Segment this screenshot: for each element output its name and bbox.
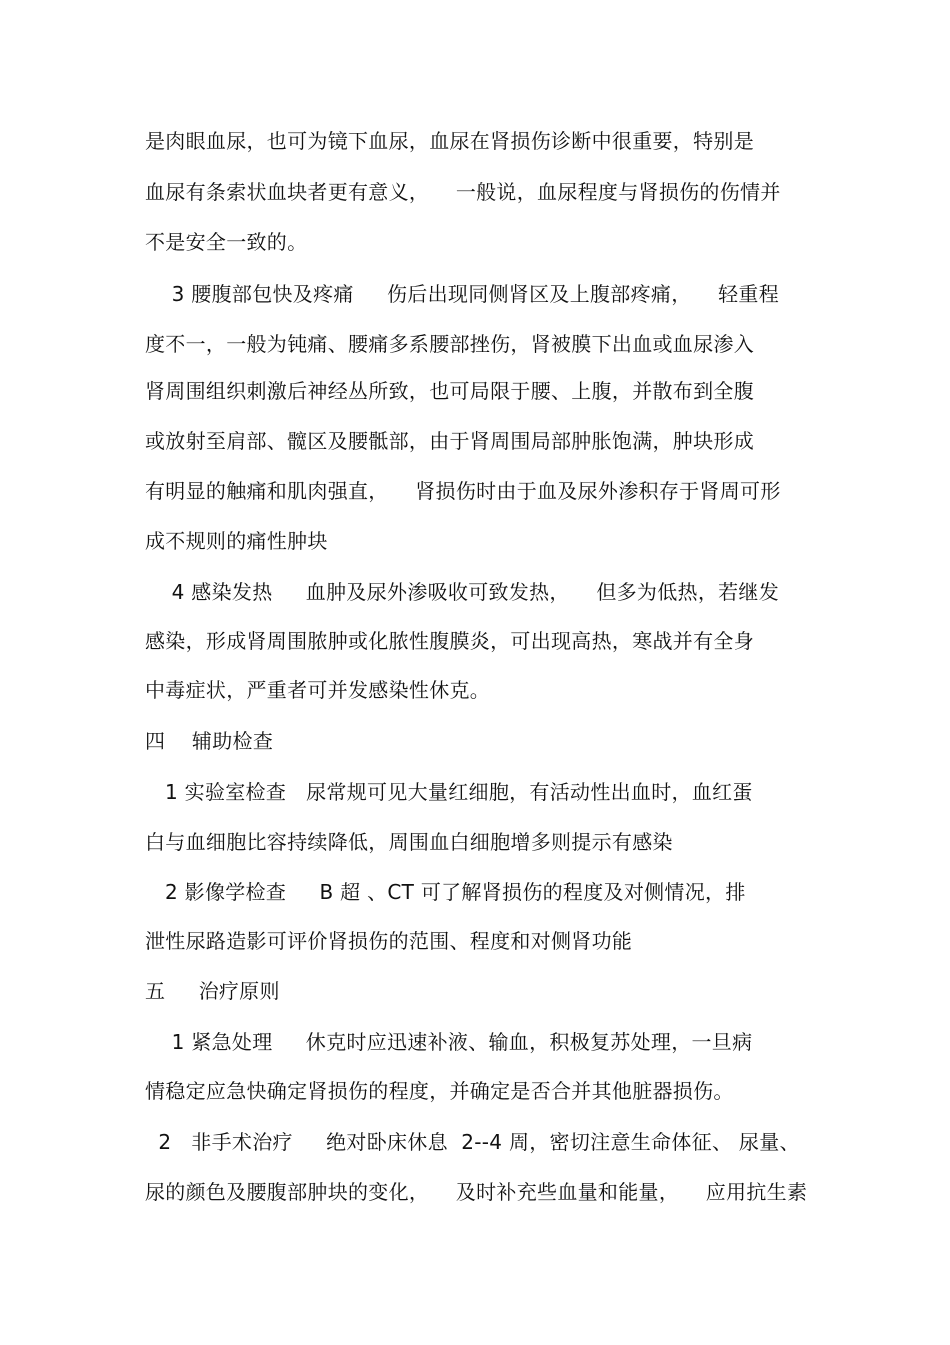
text-line: 泄性尿路造影可评价肾损伤的范围、程度和对侧肾功能 xyxy=(145,929,633,953)
text-line: 或放射至肩部、髋区及腰骶部，由于肾周围局部肿胀饱满，肿块形成 xyxy=(145,429,754,453)
text-line: 是肉眼血尿，也可为镜下血尿，血尿在肾损伤诊断中很重要，特别是 xyxy=(145,129,754,153)
text-line: 2 非手术治疗 绝对卧床休息 2--4 周，密切注意生命体征、 尿量、 xyxy=(145,1130,800,1154)
text-line: 4 感染发热 血肿及尿外渗吸收可致发热， 但多为低热，若继发 xyxy=(145,580,780,604)
text-line: 肾周围组织刺激后神经丛所致，也可局限于腰、上腹，并散布到全腹 xyxy=(145,379,754,403)
text-line: 中毒症状，严重者可并发感染性休克。 xyxy=(145,678,491,702)
text-line: 不是安全一致的。 xyxy=(145,230,308,254)
text-line: 成不规则的痛性肿块 xyxy=(145,529,328,553)
section-heading: 五 治疗原则 xyxy=(145,979,280,1003)
text-line: 白与血细胞比容持续降低，周围血白细胞增多则提示有感染 xyxy=(145,830,673,854)
text-line: 1 实验室检查 尿常规可见大量红细胞，有活动性出血时，血红蛋 xyxy=(145,780,753,804)
text-line: 情稳定应急快确定肾损伤的程度，并确定是否合并其他脏器损伤。 xyxy=(145,1079,734,1103)
text-line: 有明显的触痛和肌肉强直， 肾损伤时由于血及尿外渗积存于肾周可形 xyxy=(145,479,781,503)
section-heading: 四 辅助检查 xyxy=(145,729,274,753)
text-line: 度不一，一般为钝痛、腰痛多系腰部挫伤，肾被膜下出血或血尿渗入 xyxy=(145,332,754,356)
text-line: 2 影像学检查 B 超 、CT 可了解肾损伤的程度及对侧情况，排 xyxy=(145,880,746,904)
text-line: 血尿有条索状血块者更有意义， 一般说，血尿程度与肾损伤的伤情并 xyxy=(145,180,781,204)
text-line: 尿的颜色及腰腹部肿块的变化， 及时补充些血量和能量， 应用抗生素 xyxy=(145,1180,808,1204)
text-line: 感染，形成肾周围脓肿或化脓性腹膜炎，可出现高热，寒战并有全身 xyxy=(145,629,754,653)
text-line: 3 腰腹部包快及疼痛 伤后出现同侧肾区及上腹部疼痛， 轻重程 xyxy=(145,282,780,306)
text-line: 1 紧急处理 休克时应迅速补液、输血，积极复苏处理，一旦病 xyxy=(145,1030,753,1054)
